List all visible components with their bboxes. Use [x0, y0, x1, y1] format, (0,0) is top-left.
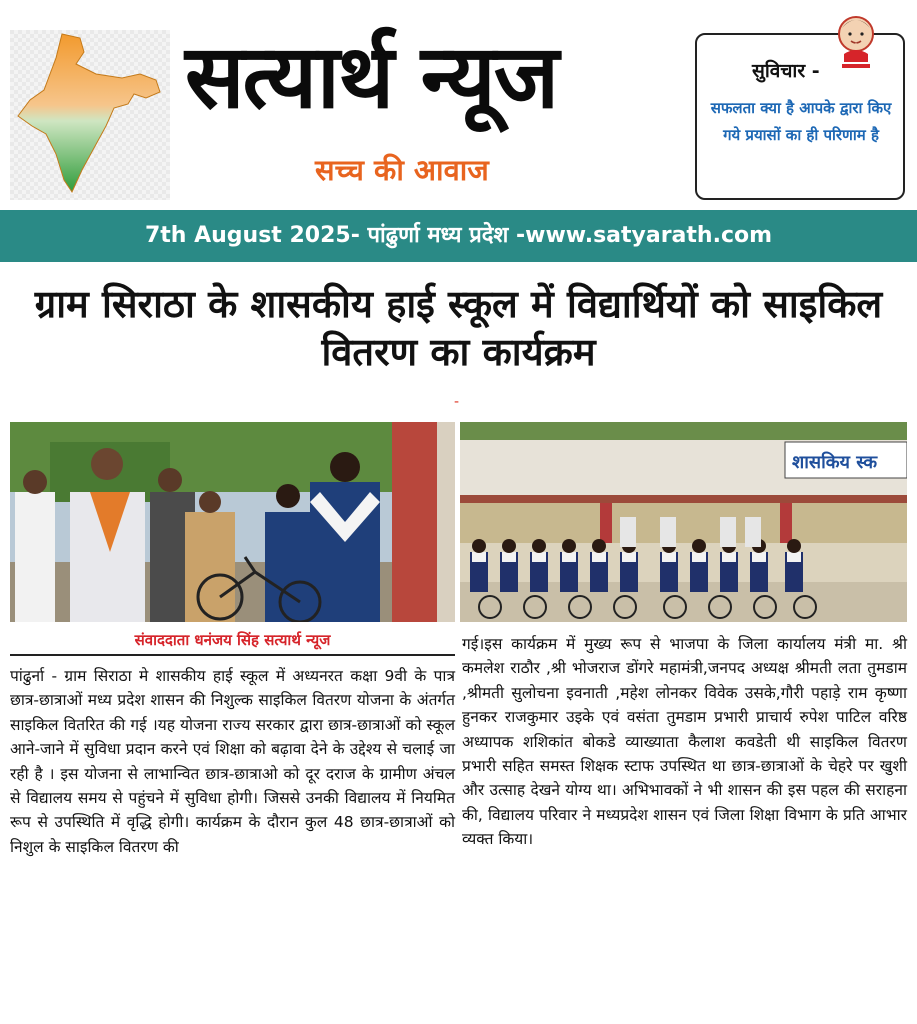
- masthead: [0, 0, 917, 210]
- dateline-bar: 7th August 2025- पांढुर्णा मध्य प्रदेश -www.satyarath.com: [0, 210, 917, 262]
- article-headline: ग्राम सिराठा के शासकीय हाई स्कूल में विद्यार्थियों को साइकिल वितरण का कार्यक्रम: [34, 282, 883, 374]
- divider-mark: -: [454, 394, 460, 410]
- brand-name: सत्यार्थ न्यूज: [185, 25, 558, 128]
- students-with-cycles-photo: [460, 422, 907, 622]
- namaste-logo-icon: [834, 14, 878, 70]
- byline: संवाददाता धनंजय सिंह सत्यार्थ न्यूज: [134, 631, 331, 649]
- india-map-icon: [10, 30, 170, 200]
- article-column-2: गई।इस कार्यक्रम में मुख्य रूप से भाजपा के जिला कार्यालय मंत्री मा. श्री कमलेश राठौर ,श्री भोजराज डोंगरे महामंत्री,जनपद अध्यक्ष श्रीमती लता तुमडाम ,श्रीमती सुलोचना इवनाती ,महेश लोनकर विवेक उसके,गौरी पहाड़े राम कृष्णा हुनकर राजकुमार उइके एवं वसंता तुमडाम प्रभारी प्राचार्य रुपेश पाटिल वरिष्ठ अध्यापक शशिकांत बोकडे व्याख्याता कैलाश कवडेती थी साइकिल वितरण प्रभारी सहित समस्त शिक्षक स्टाफ उपस्थित था छात्र-छात्राओं के चेहरे पर खुशी और उत्साह देखने योग्य था। अभिभावकों ने भी शासन की इस पहल की सराहना की, विद्यालय परिवार ने मध्यप्रदेश शासन एवं जिला शिक्षा विभाग के प्रति आभार व्यक्त किया।: [462, 635, 907, 849]
- brand-tagline: सच्च की आवाज: [315, 153, 489, 187]
- thought-title: सुविचार -: [752, 60, 820, 82]
- byline-divider: [10, 654, 455, 656]
- thought-text: सफलता क्या है आपके द्वारा किए गये प्रयासों का ही परिणाम है: [710, 99, 892, 144]
- article-column-1: पांढुर्ना - ग्राम सिराठा मे शासकीय हाई स्कूल में अध्यनरत कक्षा 9वी के पात्र छात्र-छात्राओं मध्य प्रदेश शासन की निशुल्क साइकिल वितरण योजना के अंतर्गत साइकिल वितरित की गई ।यह योजना राज्य सरकार द्वारा छात्र-छात्राओं को स्कूल आने-जाने में सुविधा प्रदान करने एवं शिक्षा को बढ़ावा देने के उद्देश्य से चलाई जा रही है । इस योजना से लाभान्वित छात्र-छात्राओ को दूर दराज के ग्रामीण अंचल से विद्यालय समय से पहुंचने में सुविधा होगी। जिससे उनकी विद्यालय में नियमित रूप से उपस्थिति में वृद्धि होगी। कार्यक्रम के दौरान कुल 48 छात्र-छात्राओं को निशुल के साइकिल वितरण की: [10, 667, 455, 856]
- cycle-handover-photo: [10, 422, 455, 622]
- school-sign-text: शासकिय स्क: [792, 452, 878, 473]
